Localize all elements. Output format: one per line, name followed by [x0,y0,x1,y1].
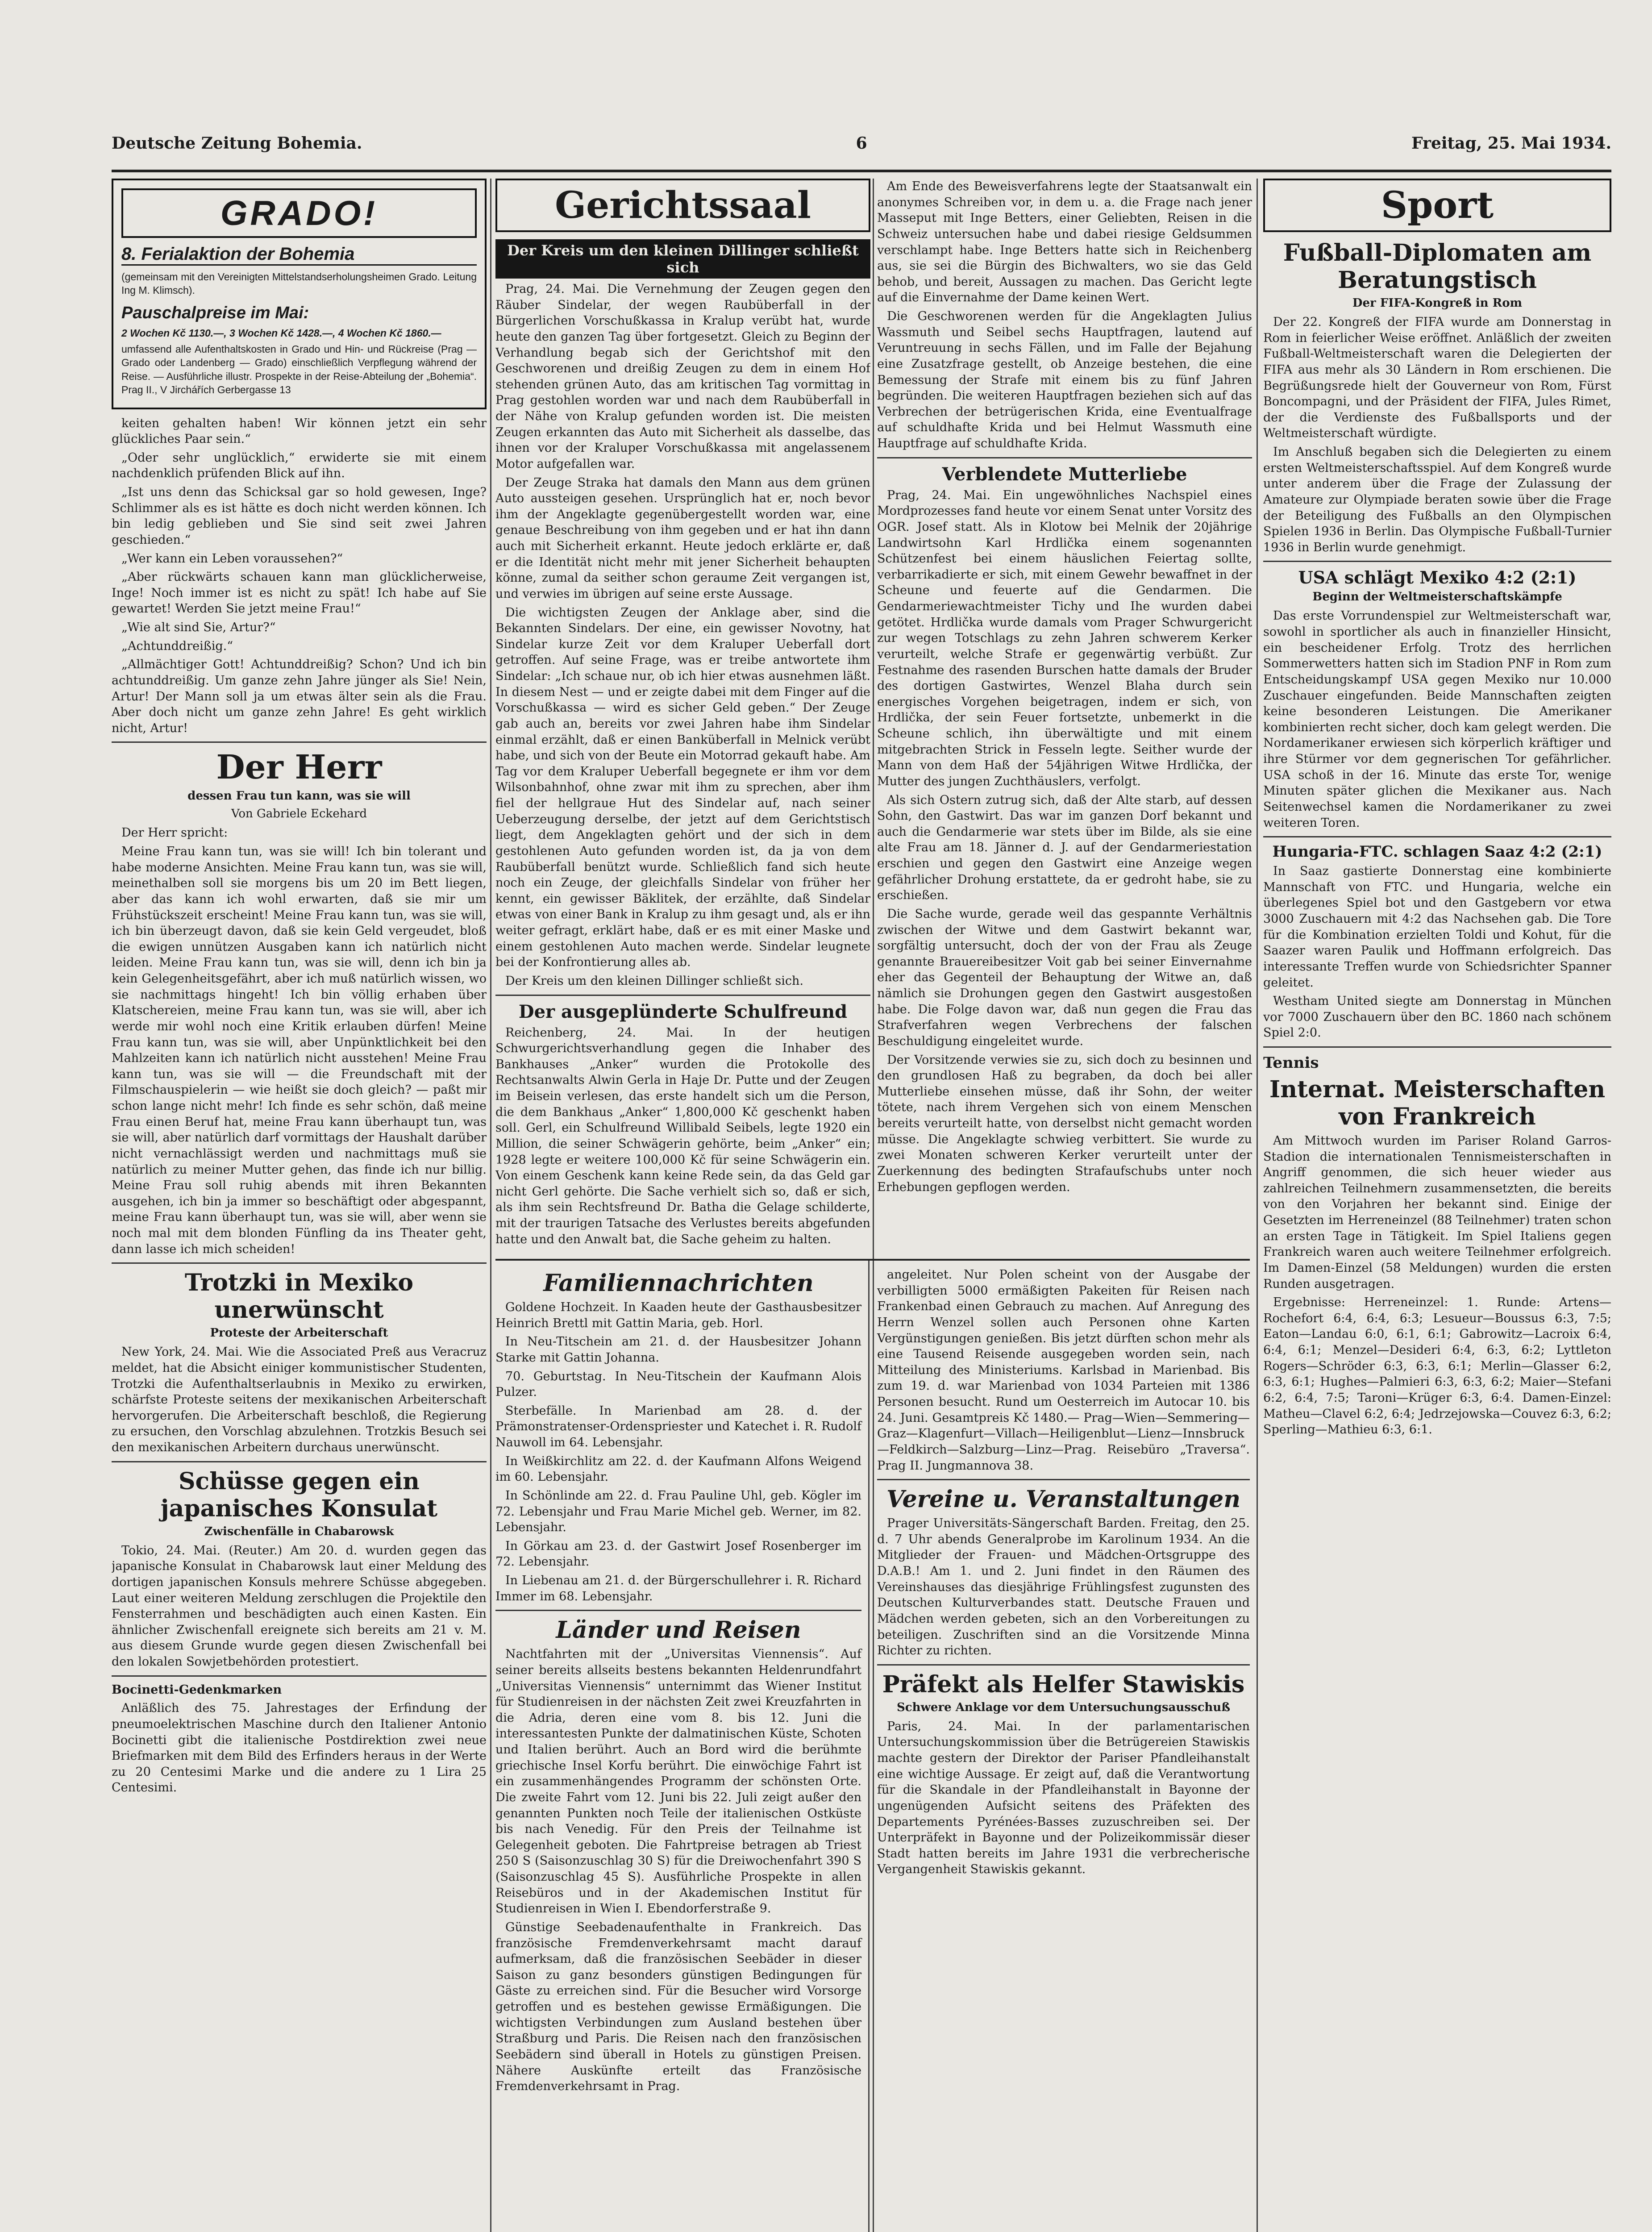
paragraph: Prager Universitäts-Sängerschaft Barden. Freitag, den 25. d. 7 Uhr abends Generalprobe im Karolinum 1934. An die Mitglieder der Frauen- und Mädchen-Ortsgruppe des D.A.B.! Am 1. und 2. Juni findet in den Räumen des Vereinshauses das diesjährige Frühlingsfest zugunsten des Deutschen Kulturverbandes statt. Deutsche Frauen und Mädchen werden gebeten, sich an den Vorbereitungen zu beteiligen. Zuschriften sind an die Vorsitzende Minna Richter zu richten. [877,1516,1250,1658]
paragraph: Günstige Seebadenaufenthalte in Frankreich. Das französische Fremdenverkehrsamt macht darauf aufmerksam, daß die französischen Seebäder in dieser Saison zu ganz besonders günstigen Bedingungen für Gäste zu erreichen sind. Für die Besucher wird Vorsorge getroffen und es bestehen gewisse Ermäßigungen. Die wichtigsten Verbindungen zum Ausland bestehen über Straßburg und Paris. Die Reisen nach den französischen Seebädern sind überall in Hotels zu günstigen Preisen. Nähere Auskünfte erteilt das Französische Fremdenverkehrsamt in Prag. [495,1920,861,2094]
paragraph: Anläßlich des 75. Jahrestages der Erfindung der pneumoelektrischen Maschine durch den Italiener Antonio Bocinetti gibt die italienische Postdirektion zwei neue Briefmarken mit dem Bild des Erfinders heraus in der Werte zu 20 Centesimi Marke und die andere zu 1 Lira 25 Centesimi. [112,1701,487,1795]
paragraph: Im Anschluß begaben sich die Delegierten zu einem ersten Weltmeisterschaftsspiel. Auf dem Kongreß wurde unter anderem über die Frage der Zulassung der Amateure zur Olympiade beraten sowie über die Frage der Beteiligung des Fußballs an den Olympischen Spielen 1936 in Berlin. Das Olympische Fußball-Turnier 1936 in Berlin wurde genehmigt. [1263,445,1611,554]
masthead-date: Freitag, 25. Mai 1934. [1411,134,1611,153]
ad-prices-title: Pauschalpreise im Mai: [121,303,309,322]
column-divider [1257,179,1258,2232]
paragraph: Am Ende des Beweisverfahrens legte der Staatsanwalt ein anonymes Schreiben vor, in dem u. a. die Frage nach jener Masseput mit Inge Betters, einer Geliebten, Reisen in die Schweiz untersuchen habe und dabei riesige Geldsummen verschlampt habe. Inge Betters hatte sich in Reichenberg aus, sie sei die Bürgin des Bichwalters, wo sie das Geld behob, und bereit, Aussagen zu machen. Das Gericht legte auf die Einvernahme der Dame keinen Wert. [877,179,1252,305]
masthead-title: Deutsche Zeitung Bohemia. [112,134,362,153]
paragraph: Der 22. Kongreß der FIFA wurde am Donnerstag in Rom in feierlicher Weise eröffnet. Anläßlich der zweiten Fußball-Weltmeisterschaft waren die Delegierten der FIFA aus mehr als 30 Ländern in Rom erschienen. Die Begrüßungsrede hielt der Gouverneur von Rom, Fürst Boncompagni, und der Präsident der FIFA, Jules Rimet, der die Verdienste des Fußballsports und der Weltmeisterschaft würdigte. [1263,315,1611,441]
ad-prices: 2 Wochen Kč 1130.—, 3 Wochen Kč 1428.—, 4 Wochen Kč 1860.— [121,327,441,339]
column-divider [868,1261,870,2232]
paragraph: In Görkau am 23. d. der Gastwirt Josef Rosenberger im 72. Lebensjahr. [495,1539,861,1569]
article-author: Von Gabriele Eckehard [231,807,367,821]
column-4-sport [1263,179,1611,2232]
paragraph: Prag, 24. Mai. Ein ungewöhnliches Nachspiel eines Mordprozesses fand heute vor einem Senat unter Vorsitz des OGR. Josef statt. Als in Klotow bei Melnik der 20jährige Landwirtsohn Karl Hrdlička einem sogenannten Schützenfest bei einem häuslichen Feiertag sollte, verbarrikadierte er sich, mit einem Gewehr bewaffnet in der Scheune und feuerte auf die Gendarmen. Die Gendarmeriewachtmeister Tichy und Ihe wurden dabei getötet. Hrdlička wurde damals vom Prager Schwurgericht zur wegen Totschlags zu zehn Jahren schwerem Kerker verurteilt, welche Strafe er gegenwärtig verbüßt. Zur Festnahme des rasenden Burschen hatte damals der Bruder des dortigen Gastwirtes, Wenzel Blaha durch sein energisches Vorgehen beigetragen, indem er sich, von Hrdlička, der sein Feuer fortsetzte, unbemerkt in die Scheune schlich, ihn überwältigte und mit einem mitgebrachten Strick in Fesseln legte. Seither wurde der Mann von dem Haß der 54jährigen Witwe Hrdlička, der Mutter des jungen Zuchthäuslers, verfolgt. [877,488,1252,788]
paragraph: angeleitet. Nur Polen scheint von der Ausgabe der verbilligten 5000 ermäßigten Pakeiten für Reisen nach Frankenbad einen Gebrauch zu machen. Auf Anregung des Herrn Wenzel sollen auch Personen ohne Karten Vergünstigungen genießen. Bis jetzt dürften schon mehr als eine Tausend Reisende ausgegeben worden sein, nach Mitteilung des Ministeriums. Karlsbad in Marienbad. Bis zum 19. d. war Marienbad von 1034 Parteien mit 1386 Personen besucht. Rund um Oesterreich im Autocar 10. bis 24. Juni. Gesamtpreis Kč 1480.— Prag—Wien—Semmering—Graz—Klagenfurt—Villach—Heiligenblut—Lienz—Innsbruck—Feldkirch—Salzburg—Linz—Prag. Reisebüro „Traversa“. Prag II. Jungmannova 38. [877,1268,1250,1473]
section-header [1263,179,1611,232]
paragraph: New York, 24. Mai. Wie die Associated Preß aus Veracruz meldet, hat die Absicht einiger kommunistischer Studenten, Trotzki die Aufenthaltserlaubnis in Mexiko zu erwirken, schärfste Proteste seitens der mexikanischen Arbeiterschaft hervorgerufen. Die Arbeiterschaft beschloß, die Regierung zu ersuchen, den Vorschlag abzulehnen. Trotzkis Besuch sei den mexikanischen Arbeitern durchaus unerwünscht. [112,1345,487,1455]
article-headline: Der Herr [216,748,382,787]
section-header [495,179,870,232]
section-rule [1263,836,1611,837]
paragraph: Tokio, 24. Mai. (Reuter.) Am 20. d. wurden gegen das japanische Konsulat in Chabarowsk laut einer Meldung des dortigen japanischen Konsuls mehrere Schüsse abgegeben. Laut einer weiteren Meldung zerschlugen die Projektile den Fensterrahmen und beschädigten auch einen Kasten. Ein ähnlicher Zwischenfall ereignete sich bereits am 21 v. M. aus diesem Grunde wurde gegen diesen Zwischenfall bei den lokalen Sowjetbehörden protestiert. [112,1543,487,1669]
paragraph: „Oder sehr unglücklich,“ erwiderte sie mit einem nachdenklich prüfenden Blick auf ihn. [112,450,487,481]
paragraph: Der Vorsitzende verwies sie zu, sich doch zu besinnen und den grundlosen Haß zu begraben, da doch bei aller Mutterliebe einsehen müsse, daß ihr Sohn, der weiter tötete, nach ihrem Vergehen sich von einem Menschen bereits verurteilt hatte, von derselbst nicht gemacht worden müsse. Die Angeklagte schwieg verbittert. Sie wurde zu zwei Monaten schweren Kerker verurteilt unter der Zuerkennung des bedingten Strafaufschubs unter noch Erhebungen gepflogen werden. [877,1053,1252,1194]
lower-left [495,1267,861,2097]
section-rule [877,457,1252,458]
paragraph: In Saaz gastierte Donnerstag eine kombinierte Mannschaft von FTC. und Hungaria, welche ein überlegenes Spiel bot und den Gastgebern vor etwa 3000 Zuschauern mit 4:2 das Nachsehen gab. Die Tore für die Kombination erzielten Toldi und Kohut, für die Saazer waren Paulik und Hoffmann erfolgreich. Das interessante Treffen wurde von Schiedsrichter Spanner geleitet. [1263,864,1611,990]
section-rule [112,1675,487,1677]
paragraph: Ergebnisse: Herreneinzel: 1. Runde: Artens—Rochefort 6:4, 6:4, 6:3; Lesueur—Boussus 6:3, 7:5; Eaton—Landau 6:0, 6:1, 6:1; Gabrowitz—Lacroix 6:4, 6:4, 6:1; Menzel—Desideri 6:4, 6:3, 6:2; Lyttleton Rogers—Schröder 6:3, 6:3, 6:1; Merlin—Glasser 6:2, 6:3, 6:1; Hughes—Palmieri 6:3, 6:3, 6:2; Maier—Stefani 6:2, 6:4, 7:5; Taroni—Krüger 6:3, 6:4. Damen-Einzel: Matheu—Clavel 6:2, 6:4; Jedrzejowska—Couvez 6:3, 6:2; Sperling—Mathieu 6:3, 6:1. [1263,1295,1611,1437]
paragraph: Meine Frau kann tun, was sie will! Ich bin tolerant und habe moderne Ansichten. Meine Frau kann tun, was sie will, meinethalben soll sie morgens bis um 20 im Bett liegen, aber das kann ich wohl erwarten, daß sie mir um Frühstückszeit erscheint! Meine Frau kann tun, was sie will, ich bin überzeugt davon, daß sie kein Geld vergeudet, bloß die ewigen unnützen Ausgaben kann ich natürlich nicht leiden. Meine Frau kann tun, was sie will, denn ich bin ja kein Gelegenheitsgefährt, aber ich muß natürlich wissen, wo sie nachmittags hingeht! Ich bin völlig erhaben über Klatschereien, meine Frau kann tun, was sie will, aber ich werde mir wohl noch eine Kritik erlauben dürfen! Meine Frau kann tun, was sie will, aber Unpünktlichkeit bei den Mahlzeiten kann ich natürlich nicht ausstehen! Meine Frau kann tun, was sie will — die Freundschaft mit der Filmschauspielerin — wie heißt sie doch gleich? — paßt mir schon lange nicht mehr! Ich finde es sehr schön, daß meine Frau einen Beruf hat, meine Frau kann überhaupt tun, was sie will, aber natürlich darf vormittags der Haushalt darüber nicht vernachlässigt werden und nachmittags muß sie natürlich zu meiner Mutter gehen, das finde ich nur billig. Meine Frau soll ruhig abends mit ihren Bekannten ausgehen, ich bin ja immer so beschäftigt oder abgespannt, meine Frau kann überhaupt tun, was sie will, aber wenn sie noch mal mit dem blonden Fünfling da ins Theater geht, dann lasse ich mich scheiden! [112,845,487,1256]
section-rule [1263,1046,1611,1048]
paragraph: „Wie alt sind Sie, Artur?“ [121,620,276,635]
section-rule [112,1262,487,1264]
masthead [112,134,1611,170]
article-headline: Vereine u. Veranstaltungen [886,1486,1241,1513]
section-rule [495,995,870,996]
paragraph: Als sich Ostern zutrug sich, daß der Alte starb, auf dessen Sohn, den Gastwirt. Das war im ganzen Dorf bekannt und auch die Gendarmerie war stets über im Bilde, als sie eine alte Frau am 18. Jänner d. J. auf der Gendarmeriestation erschien und gegen den Gastwirt eine Anzeige wegen gefährlicher Drohung erstattete, da er gedroht habe, sie zu erschießen. [877,793,1252,903]
paragraph: Nachtfahrten mit der „Universitas Viennensis“. Auf seiner bereits allseits bestens bekannten Heldenrundfahrt „Universitas Viennensis“ unternimmt das Wiener Institut für Studienreisen in der nächsten Zeit zwei Kreuzfahrten in die Adria, deren eine vom 8. bis 12. Juni die interessantesten Punkte der dalmatinischen Küste, Schoten und Italien berührt. Auch an Bord wird die berühmte griechische Insel Korfu berührt. Die einwöchige Fahrt ist ein zusammenhängendes Programm der schönsten Orte. Die zweite Fahrt vom 12. Juni bis 22. Juli zeigt außer den genannten Punkten noch Teile der italienischen Ostküste bis nach Venedig. Für den Preis der Teilnahme ist Gelegenheit geboten. Die Fahrtpreise betragen ab Triest 250 S (Saisonzuschlag 30 S) für die Dreiwochenfahrt 390 S (Saisonzuschlag 45 S). Ausführliche Prospekte in allen Reisebüros und in der Akademischen Institut für Studienreisen in Wien I. Ebendorferstraße 9. [495,1647,861,1916]
lower-right [877,1267,1250,1880]
paragraph: „Aber rückwärts schauen kann man glücklicherweise, Inge! Noch immer ist es nicht zu spät! Ich habe auf Sie gewartet! Werden Sie jetzt meine Frau!“ [112,570,487,616]
article-headline: Schüsse gegen ein japanisches Konsulat [160,1467,438,1522]
paragraph: „Allmächtiger Gott! Achtunddreißig? Schon? Und ich bin achtunddreißig. Um ganze zehn Jahre jünger als Sie! Nein, Artur! Der Mann soll ja um etwas älter sein als die Frau. Aber doch nicht um ganze zehn Jahre! Es geht wirklich nicht, Artur! [112,658,487,735]
paragraph: In Neu-Titschein am 21. d. der Hausbesitzer Johann Starke mit Gattin Johanna. [495,1335,861,1365]
story-continuation [112,416,487,737]
article-headline: Länder und Reisen [556,1616,801,1644]
column-3-upper [877,179,1252,1241]
ad-subtitle: 8. Ferialaktion der Bohemia [121,244,477,266]
paragraph: In Liebenau am 21. d. der Bürgerschullehrer i. R. Richard Immer im 68. Lebensjahr. [495,1574,861,1603]
paragraph: In Weißkirchlitz am 22. d. der Kaufmann Alfons Weigend im 60. Lebensjahr. [495,1454,861,1484]
article-subheadline: Zwischenfälle in Chabarowsk [204,1524,394,1538]
section-title: Gerichtssaal [555,184,811,227]
article-subheadline: Beginn der Weltmeisterschaftskämpfe [1312,590,1562,604]
paragraph: Die Geschworenen werden für die Angeklagten Julius Wassmuth und Seibel sechs Hauptfragen, lautend auf Veruntreuung in sechs Fällen, und im Falle der Bejahung eine Zusatzfrage gestellt, ob Anzeige bestehen, die eine Bemessung der Strafe mit einem bis zu fünf Jahren begründen. Die weiteren Hauptfragen beziehen sich auf das Verbrechen der betrügerischen Krida, eine Eventualfrage auf schuldhafte Krida und bei Helmut Wassmuth eine Hauptfrage auf schuldhafte Krida. [877,309,1252,450]
sport-label: Tennis [1263,1054,1319,1072]
article-headline: Internat. Meisterschaften von Frankreich [1269,1075,1606,1130]
article-headline: USA schlägt Mexiko 4:2 (2:1) [1298,567,1577,588]
article-headline: Der Kreis um den kleinen Dillinger schließt sich [495,239,870,279]
grado-ad [112,179,487,409]
section-rule [112,1461,487,1462]
masthead-rule [112,170,1611,172]
paragraph: Am Mittwoch wurden im Pariser Roland Garros-Stadion die internationalen Tennismeisterschaften in Angriff genommen, die sich heuer wieder aus zahlreichen Teilnehmern zusammensetzten, die bereits von den Vorjahren her bekannt sind. Einige der Gesetzten im Herreneinzel (88 Teilnehmer) traten schon an ersten Tage in Tätigkeit. Im Spiel Italiens gegen Frankreich waren auch weitere Teilnehmer erfolgreich. Im Damen-Einzel (58 Meldungen) wurden die ersten Runden ausgetragen. [1263,1133,1611,1291]
article-headline: Fußball-Diplomaten am Beratungstisch [1283,239,1592,294]
article-subheadline: Der FIFA-Kongreß in Rom [1352,296,1523,310]
article-headline: Familiennachrichten [543,1270,814,1297]
paragraph: Westham United siegte am Donnerstag in München vor 7000 Zuschauern über den BC. 1860 nach schönem Spiel 2:0. [1263,994,1611,1040]
ad-desc: (gemeinsam mit den Vereinigten Mittelstandserholungsheimen Grado. Leitung Ing M. Klimsch). [121,271,477,296]
page-number: 6 [856,134,867,153]
paragraph: Goldene Hochzeit. In Kaaden heute der Gasthausbesitzer Heinrich Brettl mit Gattin Maria, geb. Horl. [495,1300,861,1330]
paragraph: Der Herr spricht: [121,826,228,840]
column-1 [112,179,487,2232]
paragraph: Sterbefälle. In Marienbad am 28. d. der Prämonstratenser-Ordenspriester und Katechet i. R. Rudolf Nauwoll im 64. Lebensjahr. [495,1403,861,1449]
section-rule [877,1479,1250,1480]
article-headline: Präfekt als Helfer Stawiskis [882,1670,1245,1698]
ad-title: GRADO! [121,188,477,238]
section-rule [495,1610,861,1611]
article-headline: Der ausgeplünderte Schulfreund [518,1001,848,1022]
article-subheadline: dessen Frau tun kann, was sie will [187,789,411,803]
column-divider [490,179,491,2232]
section-rule [112,741,487,743]
paragraph: Prag, 24. Mai. Die Vernehmung der Zeugen gegen den Räuber Sindelar, der wegen Raubüberfall in der Bürgerlichen Vorschußkassa in Kralup verübt hat, wurde heute den ganzen Tag über fortgesetzt. Gleich zu Beginn der Verhandlung begab sich der Gerichtshof mit den Geschworenen und dreißig Zeugen zu dem in einem Hof stehenden grünen Auto, das am kritischen Tag vormittag in Prag gestohlen worden war und nach dem Raubüberfall in der Nähe von Kralup gefunden worden ist. Die meisten Zeugen erkannten das Auto mit Sicherheit als dasselbe, das ihnen vor der Kraluper Vorschußkassa mit angelassenem Motor aufgefallen war. [495,282,870,471]
paragraph: Paris, 24. Mai. In der parlamentarischen Untersuchungskommission über die Betrügereien Stawiskis machte gestern der Direktor der Pariser Pfandleihanstalt eine wichtige Aussage. Er zeigt auf, daß die Verantwortung für die Skandale in der Pfandleihanstalt in Bayonne der ungenügenden Aufsicht seitens des Präfekten des Departements Pyrénées-Basses zuzuschreiben sei. Der Unterpräfekt in Bayonne und der Polizeikommissär dieser Stadt hatten bereits im Jahre 1931 die verbrecherische Vergangenheit Stawiskis gekannt. [877,1719,1250,1877]
paragraph: Das erste Vorrundenspiel zur Weltmeisterschaft war, sowohl in sportlicher als auch in finanzieller Hinsicht, ein bescheidener Erfolg. Trotz des herrlichen Sommerwetters hatten sich im Stadion PNF in Rom zum Entscheidungskampf USA gegen Mexiko nur 10.000 Zuschauer eingefunden. Beide Mannschaften zeigten keine besonderen Leistungen. Die Amerikaner kombinierten recht sicher, doch kam gelegt werden. Die Nordamerikaner erwiesen sich körperlich kräftiger und ihre Stürmer vor dem gegnerischen Tor gefährlicher. USA schoß in der 16. Minute das erste Tor, wenige Minuten später glichen die Mexikaner aus. Nach Seitenwechsel kamen die Nordamerikaner zu zwei weiteren Toren. [1263,609,1611,830]
article-headline: Trotzki in Mexiko unerwünscht [184,1269,414,1324]
paragraph: In Schönlinde am 22. d. Frau Pauline Uhl, geb. Kögler im 72. Lebensjahr und Frau Marie Michel geb. Werner, im 82. Lebensjahr. [495,1488,861,1535]
article-subheadline: Proteste der Arbeiterschaft [210,1326,388,1340]
article-headline: Bocinetti-Gedenkmarken [112,1682,282,1697]
paragraph: Die Sache wurde, gerade weil das gespannte Verhältnis zwischen der Witwe und dem Gastwirt bekannt war, sorgfältig untersucht, doch der von der Frau als Zeuge genannte Brauereibesitzer Voit gab bei seiner Einvernahme eher das Gegenteil der Behauptung der Witwe an, daß nämlich sie Drohungen gegen den Gastwirt ausgestoßen habe. Die Folge davon war, daß nun gegen die Frau das Strafverfahren wegen Verbrechens der falschen Beschuldigung eingeleitet wurde. [877,907,1252,1048]
section-title: Sport [1381,184,1494,227]
paragraph: „Achtunddreißig.“ [121,639,233,653]
article-headline: Verblendete Mutterliebe [942,463,1187,485]
paragraph: Reichenberg, 24. Mai. In der heutigen Schwurgerichtsverhandlung gegen die Inhaber des Bankhauses „Anker“ wurden die Protokolle des Rechtsanwalts Alwin Gerla in Haje Dr. Putte und der Zeugen im Beisein verlesen, das erste handelt sich um die Person, die dem Bankhaus „Anker“ 1,800,000 Kč geschenkt haben soll. Gerl, ein Schulfreund Willibald Seibels, legte 1920 ein Million, die seiner Schwägerin gehörte, beim „Anker“ ein; 1928 legte er weitere 100,000 Kč für seine Schwägerin ein. Von einem Geschenk kann keine Rede sein, da das Geld gar nicht Gerl gehörte. Die Sache verhielt sich so, daß er sich, als ihm sein Rechtsfreund Dr. Batha die Gelage schilderte, mit der traurigen Tatsache des Verlustes bereits abgefunden hatte und den Anwalt bat, die Sache geheim zu halten. [495,1025,870,1246]
paragraph: „Ist uns denn das Schicksal gar so hold gewesen, Inge? Schlimmer als es ist hätte es doch nicht werden können. Ich bin ledig geblieben und Sie sind seit zwei Jahren geschieden.“ [112,485,487,547]
paragraph: keiten gehalten haben! Wir können jetzt ein sehr glückliches Paar sein.“ [112,416,487,446]
paragraph: Die wichtigsten Zeugen der Anklage aber, sind die Bekannten Sindelars. Der eine, ein gewisser Novotny, hat Sindelar kurze Zeit vor dem Kraluper Ueberfall dort getroffen. Auf seine Frage, was er treibe antwortete ihm Sindelar: „Ich schaue nur, ob ich hier etwas ausnehmen läßt. In diesem Nest — und er zeigte dabei mit dem Finger auf die Vorschußkassa — wird es sicher Geld geben.“ Der Zeuge gab auch an, bereits vor zwei Jahren habe ihm Sindelar einmal erzählt, daß er einen Banküberfall in Melnick verübt habe, und sich von der Beute ein Motorrad gekauft habe. Am Tag vor dem Kraluper Ueberfall begegnete er ihm vor dem Wilsonbahnhof, ohne zwar mit ihm zu sprechen, aber ihm fiel der hellgraue Hut des Sindelar auf, nach seiner Ueberzeugung derselbe, der jetzt auf dem Gerichtstisch liegt, dem Angeklagten gehört und der sich in dem gestohlenen Auto gefunden worden ist, da ja von dem Raubüberfall benützt wurde. Schließlich fand sich heute noch ein Zeuge, der gleichfalls Sindelar von früher her kennt, ein gewisser Bäklitek, der erzählte, daß Sindelar etwas von einer Bank in Kralup zu ihm gesagt und, als er ihn weiter gefragt, erklärt habe, daß er es mit einer Maske und einem gestohlenen Auto machen werde. Sindelar leugnete bei der Konfrontierung alles ab. [495,605,870,970]
paragraph: Der Zeuge Straka hat damals den Mann aus dem grünen Auto aussteigen gesehen. Ursprünglich hat er, noch bevor ihm der Angeklagte gegenübergestellt worden war, eine genaue Beschreibung von ihm gegeben und er hat ihn dann auch mit Sicherheit erkannt. Heute jedoch erklärte er, daß er die Identität nicht mehr mit jener Sicherheit behaupten könne, zumal da seither schon geraume Zeit vergangen ist, und verwies im übrigen auf seine erste Aussage. [495,475,870,601]
paragraph: „Wer kann ein Leben voraussehen?“ [121,551,343,566]
paragraph: 70. Geburtstag. In Neu-Titschein der Kaufmann Alois Pulzer. [495,1369,861,1399]
article-subheadline: Schwere Anklage vor dem Untersuchungsausschuß [897,1700,1230,1714]
paragraph: Der Kreis um den kleinen Dillinger schließt sich. [505,974,803,988]
section-rule [877,1664,1250,1666]
article-headline: Hungaria-FTC. schlagen Saaz 4:2 (2:1) [1272,843,1602,861]
ad-text: umfassend alle Aufenthaltskosten in Grado und Hin- und Rückreise (Prag — Grado oder Landenberg — Grado) einschließlich Verpflegung während der Reise. — Ausführliche illustr. Prospekte in der Reise-Abteilung der „Bohemia“. Prag II., V Jirchářích Gerbergasse 13 [121,343,477,396]
section-rule [1263,561,1611,562]
lower-block [495,1259,1250,2232]
